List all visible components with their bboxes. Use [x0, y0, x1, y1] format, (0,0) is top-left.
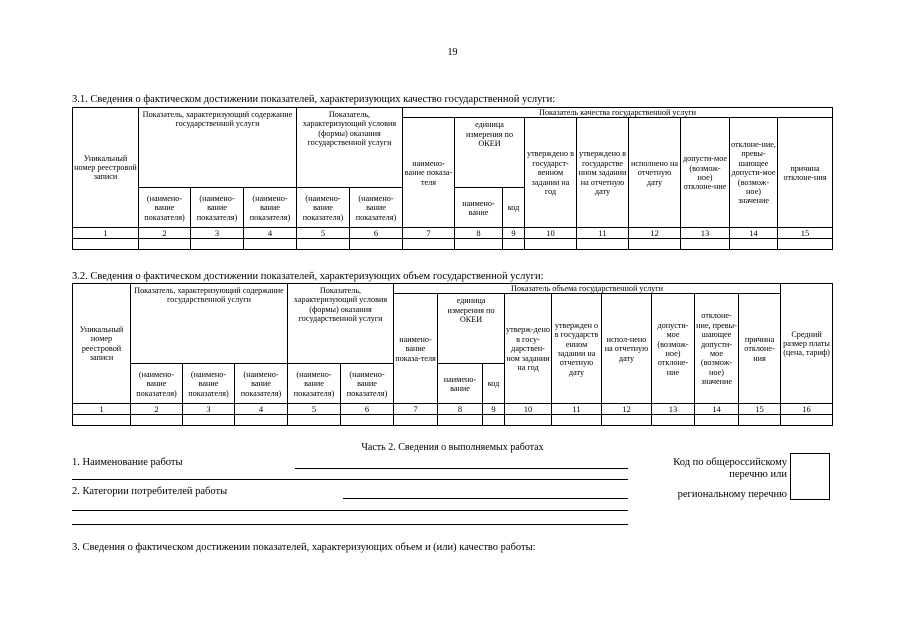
work-name-line-2[interactable]	[72, 479, 628, 480]
col-number: 6	[350, 228, 403, 239]
unit-okei-header: единица измерения по ОКЕИ	[455, 118, 525, 188]
col-number: 4	[244, 228, 297, 239]
col-number: 4	[235, 404, 288, 415]
sub-indicator-name-c: (наимено-вание показателя)	[235, 364, 288, 404]
code-label-line2: перечню или	[729, 469, 787, 480]
col-number: 7	[394, 404, 438, 415]
allowed-deviation-header: допусти-мое (возмож-ное) отклоне-ние	[681, 118, 730, 228]
section-3-2-title: 3.2. Сведения о фактическом достижении показателей, характеризующих объем государственной услуги:	[72, 271, 544, 282]
page-number: 19	[447, 47, 458, 58]
unique-number-header: Уникальный номер реестровой записи	[73, 108, 139, 228]
unit-okei-header: единица измерения по ОКЕИ	[438, 294, 505, 364]
section-3-1-title: 3.1. Сведения о фактическом достижении показателей, характеризующих качество государственной услуги:	[72, 94, 556, 105]
col-number: 15	[739, 404, 781, 415]
table-row	[73, 415, 833, 426]
registry-code-box[interactable]	[790, 453, 830, 500]
col-number: 8	[438, 404, 483, 415]
unit-name-header: наимено-вание	[455, 188, 503, 228]
executed-header: испол-нено на отчетную дату	[602, 294, 652, 404]
col-number: 2	[139, 228, 191, 239]
col-number: 6	[341, 404, 394, 415]
quality-indicator-group-header: Показатель качества государственной услуги	[403, 108, 833, 118]
indicator-name-header: наимено-вание показа-теля	[394, 294, 438, 404]
col-number: 14	[695, 404, 739, 415]
col-number: 1	[73, 228, 139, 239]
col-number: 10	[525, 228, 577, 239]
table-row	[73, 239, 833, 250]
col-number: 3	[183, 404, 235, 415]
col-number: 16	[781, 404, 833, 415]
section-3-work-title: 3. Сведения о фактическом достижении показателей, характеризующих объем и (или) качество работы:	[72, 542, 536, 553]
allowed-deviation-header: допусти-мое (возмож-ное) отклоне-ние	[652, 294, 695, 404]
sub-indicator-name-a: (наимено-вание показателя)	[139, 188, 191, 228]
col-number: 3	[191, 228, 244, 239]
col-number: 13	[652, 404, 695, 415]
col-number: 7	[403, 228, 455, 239]
conditions-indicator-header: Показатель, характеризующий условия (формы) оказания государственной услуги	[297, 108, 403, 188]
code-label-line3: региональному перечню	[677, 489, 787, 500]
col-number: 10	[505, 404, 552, 415]
sub-indicator-name-e: (наимено-вание показателя)	[341, 364, 394, 404]
indicator-name-header: наимено-вание показа-теля	[403, 118, 455, 228]
sub-indicator-name-c: (наимено-вание показателя)	[244, 188, 297, 228]
sub-indicator-name-d: (наимено-вание показателя)	[288, 364, 341, 404]
content-indicator-header: Показатель, характеризующий содержание государственной услуги	[131, 284, 288, 364]
average-fee-header: Средний размер платы (цена, тариф)	[781, 284, 833, 404]
col-number: 14	[730, 228, 778, 239]
col-number: 13	[681, 228, 730, 239]
work-name-label: 1. Наименование работы	[72, 457, 183, 468]
content-indicator-header: Показатель, характеризующий содержание государственной услуги	[139, 108, 297, 188]
deviation-reason-header: причина отклоне-ния	[778, 118, 833, 228]
unit-name-header: наимено-вание	[438, 364, 483, 404]
consumers-line-2[interactable]	[72, 510, 628, 511]
col-number: 5	[288, 404, 341, 415]
consumers-line-3[interactable]	[72, 524, 628, 525]
unit-code-header: код	[503, 188, 525, 228]
sub-indicator-name-b: (наимено-вание показателя)	[183, 364, 235, 404]
part-2-title: Часть 2. Сведения о выполняемых работах	[361, 442, 544, 453]
sub-indicator-name-d: (наимено-вание показателя)	[297, 188, 350, 228]
sub-indicator-name-e: (наимено-вание показателя)	[350, 188, 403, 228]
unique-number-header: Уникальный номер реестровой записи	[73, 284, 131, 404]
approved-date-header: утверждено в государстве нном задании на отчетную дату	[577, 118, 629, 228]
approved-year-header: утверж-дено в госу-дарствен-ном задании на год	[505, 294, 552, 404]
sub-indicator-name-a: (наимено-вание показателя)	[131, 364, 183, 404]
approved-date-header: утвержден о в государств енном задании на отчетную дату	[552, 294, 602, 404]
sub-indicator-name-b: (наимено-вание показателя)	[191, 188, 244, 228]
col-number: 11	[577, 228, 629, 239]
excess-deviation-header: отклоне-ние, превы-шающее допусти-мое (возмож-ное) значение	[730, 118, 778, 228]
excess-deviation-header: отклоне-ние, превы-шающее допусти-мое (возмож-ное) значение	[695, 294, 739, 404]
unit-code-header: код	[483, 364, 505, 404]
col-number: 9	[483, 404, 505, 415]
col-number: 1	[73, 404, 131, 415]
col-number: 9	[503, 228, 525, 239]
col-number: 5	[297, 228, 350, 239]
volume-indicator-group-header: Показатель объема государственной услуги	[394, 284, 781, 294]
consumers-line[interactable]	[343, 498, 628, 499]
col-number: 12	[602, 404, 652, 415]
col-number: 11	[552, 404, 602, 415]
conditions-indicator-header: Показатель, характеризующий условия (формы) оказания государственной услуги	[288, 284, 394, 364]
col-number: 8	[455, 228, 503, 239]
col-number: 15	[778, 228, 833, 239]
work-name-line[interactable]	[295, 468, 628, 469]
executed-header: исполнено на отчетную дату	[629, 118, 681, 228]
code-label-line1: Код по общероссийскому	[673, 457, 787, 468]
col-number: 12	[629, 228, 681, 239]
volume-indicators-table	[72, 283, 833, 426]
quality-indicators-table	[72, 107, 833, 250]
col-number: 2	[131, 404, 183, 415]
approved-year-header: утверждено в государст-венном задании на год	[525, 118, 577, 228]
consumers-label: 2. Категории потребителей работы	[72, 486, 228, 497]
deviation-reason-header: причина отклоне-ния	[739, 294, 781, 404]
